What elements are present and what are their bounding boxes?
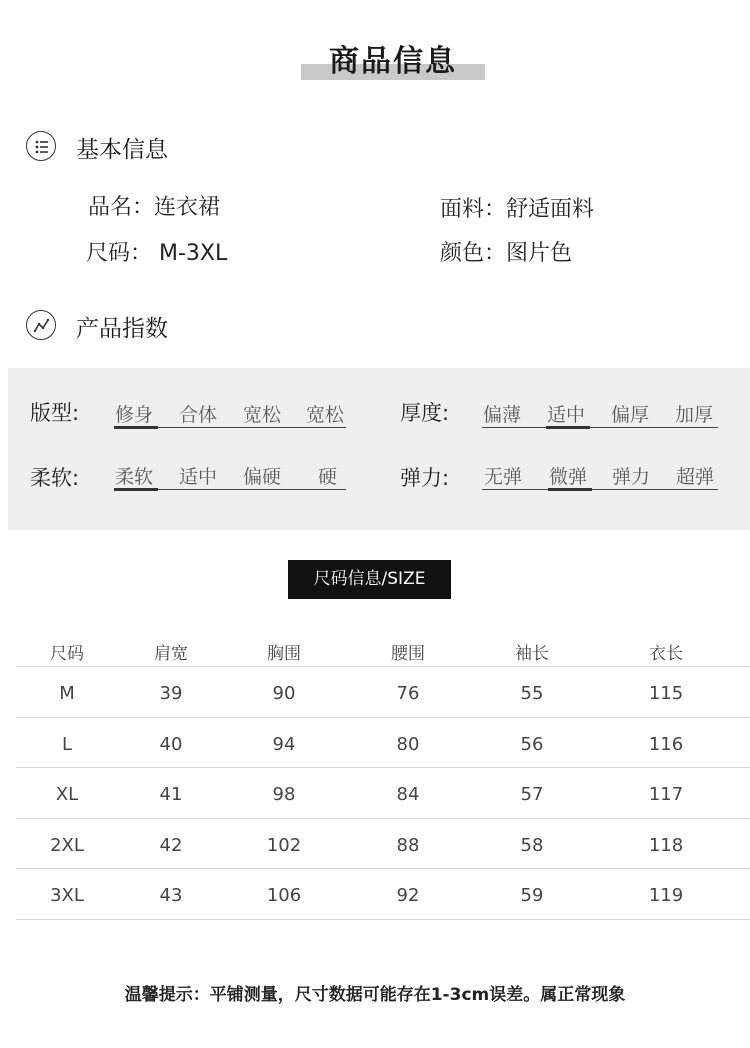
table-cell: 102 [266,834,302,856]
table-cell: 117 [648,784,684,805]
table-cell: 116 [648,733,684,755]
index-option: 硬 [318,466,338,488]
product-size-range: 尺码： M-3XL [86,241,228,266]
table-cell: L [61,733,73,755]
table-cell: 41 [159,784,183,805]
table-cell: 92 [396,885,420,906]
basic-info-heading: 基本信息 [76,137,168,163]
table-header-cell: 袖长 [515,644,549,664]
table-cell: 119 [648,885,684,906]
index-option: 微弹 [549,466,588,488]
index-option: 修身 [115,404,154,426]
list-icon [26,131,56,161]
table-row [16,819,750,870]
product-index-panel [8,368,750,530]
table-row [16,768,750,819]
table-header-cell: 胸围 [267,644,301,664]
table-cell: 115 [648,683,684,704]
table-cell: 59 [520,885,544,906]
table-row [16,869,750,920]
table-cell: 80 [396,733,420,755]
table-cell: 57 [520,784,544,805]
trend-icon [26,310,56,340]
table-row [16,718,750,769]
table-cell: XL [55,784,79,805]
index-option: 宽松 [243,404,282,426]
table-header-cell: 尺码 [50,644,84,664]
index-option: 超弹 [676,466,715,488]
table-cell: 84 [396,784,420,805]
product-index-heading: 产品指数 [76,316,168,342]
table-cell: 43 [159,885,183,906]
index-option: 加厚 [675,404,714,426]
index-option: 适中 [547,404,586,426]
table-body [16,667,750,920]
table-cell: 58 [520,834,544,856]
index-option: 宽松 [306,404,345,426]
index-option: 柔软 [115,466,154,488]
table-cell: 55 [520,683,544,704]
table-cell: 3XL [50,885,84,906]
table-header-cell: 肩宽 [154,644,188,664]
table-header-row [16,630,750,667]
table-cell: 118 [648,834,684,856]
table-cell: 106 [266,885,302,906]
page-title: 商品信息 [329,44,457,79]
table-cell: 98 [272,784,296,805]
table-cell: 94 [272,733,296,755]
table-header-cell: 衣长 [649,644,683,664]
table-cell: 39 [159,683,183,704]
table-cell: 76 [396,683,420,704]
table-cell: 2XL [50,834,84,856]
table-header-cell: 腰围 [391,644,425,664]
index-option: 适中 [179,466,218,488]
table-row [16,667,750,718]
product-fabric: 面料：舒适面料 [440,197,595,222]
size-table [16,630,750,920]
index-option: 无弹 [484,466,523,488]
table-cell: 40 [159,733,183,755]
index-label-elasticity: 弹力: [400,466,450,490]
measurement-tip: 温馨提示：平铺测量，尺寸数据可能存在1-3cm误差。属正常现象 [124,985,626,1005]
index-option: 弹力 [612,466,651,488]
table-cell: 88 [396,834,420,856]
index-label-fit: 版型: [30,401,80,425]
index-option: 偏硬 [243,466,282,488]
product-color: 颜色：图片色 [440,241,573,266]
table-cell: 90 [272,683,296,704]
index-label-softness: 柔软: [30,466,80,490]
index-option: 偏厚 [611,404,650,426]
product-name: 品名：连衣裙 [88,195,221,220]
table-cell: M [59,683,75,704]
size-info-badge: 尺码信息/SIZE [288,560,451,599]
index-label-thickness: 厚度: [400,401,450,425]
table-cell: 56 [520,733,544,755]
table-cell: 42 [159,834,183,856]
index-option: 合体 [179,404,218,426]
index-option: 偏薄 [483,404,522,426]
